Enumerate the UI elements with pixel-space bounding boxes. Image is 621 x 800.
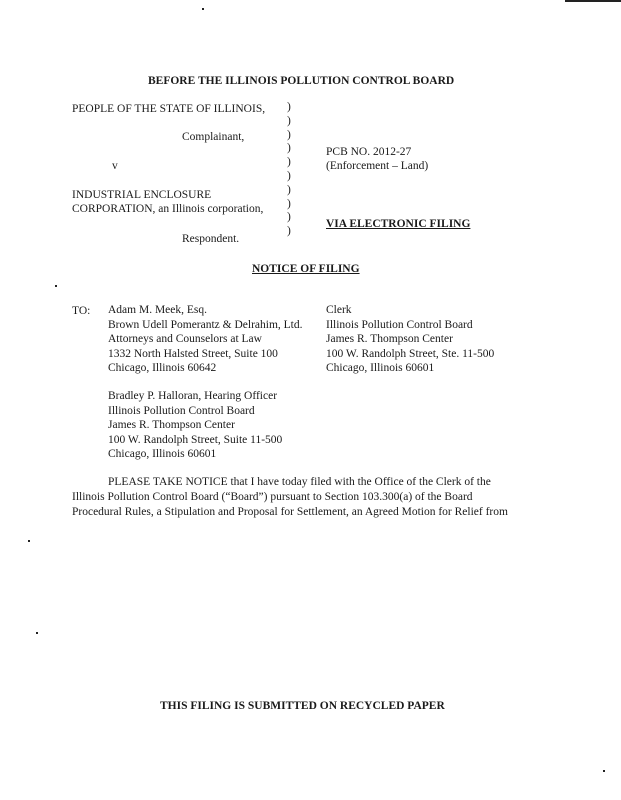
paren: ) (287, 183, 291, 196)
scan-speck (603, 770, 605, 772)
defendant-line-1: INDUSTRIAL ENCLOSURE (72, 189, 212, 201)
address-line: Clerk (326, 304, 352, 316)
paren: ) (287, 225, 291, 238)
address-line: Illinois Pollution Control Board (326, 318, 473, 331)
recipient-meek (108, 303, 303, 376)
paren: ) (287, 156, 291, 169)
paren: ) (287, 197, 291, 210)
body-line-1: PLEASE TAKE NOTICE that I have today filed with the Office of the Clerk of the (108, 476, 491, 488)
address-line: 1332 North Halsted Street, Suite 100 (108, 347, 278, 360)
address-line: James R. Thompson Center (326, 333, 453, 345)
scan-speck (565, 0, 621, 2)
notice-title: NOTICE OF FILING (252, 263, 360, 275)
paren: ) (287, 142, 291, 155)
paren: ) (287, 114, 291, 127)
paren: ) (287, 211, 291, 224)
paren: ) (287, 101, 291, 113)
scan-speck (202, 8, 204, 10)
recycled-paper-footer: THIS FILING IS SUBMITTED ON RECYCLED PAPER (160, 700, 445, 712)
body-line-3: Procedural Rules, a Stipulation and Proposal for Settlement, an Agreed Motion for Relief from (72, 506, 508, 518)
filing-method: VIA ELECTRONIC FILING (326, 218, 471, 230)
defendant-line-2: CORPORATION, an Illinois corporation, (72, 203, 264, 215)
address-line: Bradley P. Halloran, Hearing Officer (108, 390, 278, 402)
scan-speck (36, 632, 38, 634)
address-line: Chicago, Illinois 60601 (326, 362, 435, 374)
defendant-role: Respondent. (182, 233, 240, 245)
address-line: Adam M. Meek, Esq. (108, 304, 208, 316)
address-line: Attorneys and Counselors at Law (108, 333, 262, 345)
versus: v (112, 160, 118, 172)
to-label: TO: (72, 305, 91, 317)
scan-speck (28, 540, 30, 542)
address-line: 100 W. Randolph Street, Ste. 11-500 (326, 347, 495, 360)
case-number: PCB NO. 2012-27 (326, 146, 412, 158)
recipient-clerk (326, 303, 494, 376)
address-line: James R. Thompson Center (108, 419, 235, 431)
plaintiff-role: Complainant, (182, 131, 245, 143)
address-line: Brown Udell Pomerantz & Delrahim, Ltd. (108, 318, 303, 331)
address-line: 100 W. Randolph Street, Suite 11-500 (108, 433, 283, 446)
board-title: BEFORE THE ILLINOIS POLLUTION CONTROL BOARD (148, 75, 455, 87)
paren: ) (287, 128, 291, 141)
paren: ) (287, 169, 291, 182)
body-line-2: Illinois Pollution Control Board (“Board”) pursuant to Section 103.300(a) of the Board (72, 491, 473, 503)
address-line: Chicago, Illinois 60642 (108, 362, 217, 374)
caption-parentheses (287, 101, 297, 239)
plaintiff-name: PEOPLE OF THE STATE OF ILLINOIS, (72, 103, 266, 115)
address-line: Illinois Pollution Control Board (108, 404, 255, 417)
recipient-hearing-officer (108, 389, 282, 462)
case-type: (Enforcement – Land) (326, 160, 429, 172)
address-line: Chicago, Illinois 60601 (108, 448, 217, 460)
scan-speck (55, 285, 57, 287)
